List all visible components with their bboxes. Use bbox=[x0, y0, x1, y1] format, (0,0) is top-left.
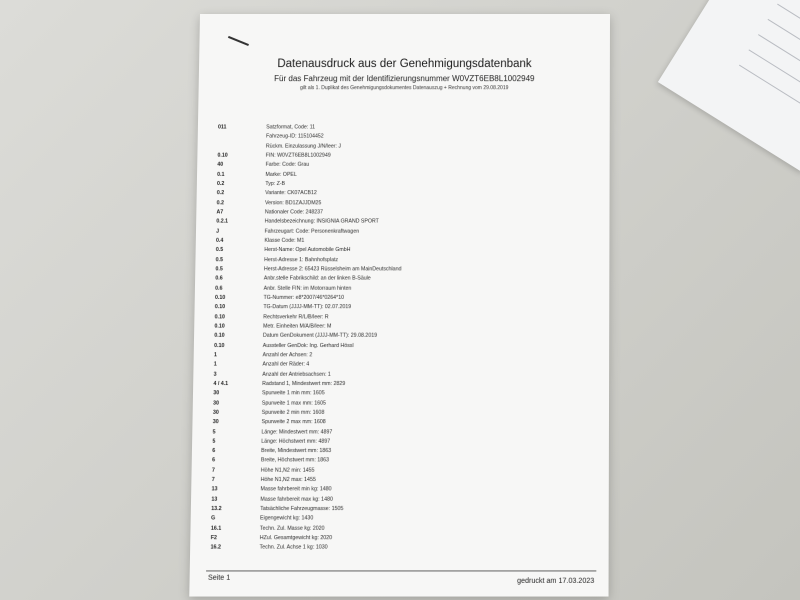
data-row bbox=[214, 370, 599, 380]
data-row bbox=[217, 199, 600, 208]
field-code: 0.2 bbox=[216, 180, 225, 188]
data-row bbox=[214, 322, 599, 332]
page-number: Seite 1 bbox=[207, 574, 231, 582]
field-label: Eigengewicht kg: 1430 bbox=[259, 515, 314, 522]
field-label: Marke: OPEL bbox=[265, 171, 297, 178]
field-label: Herst-Name: Opel Automobile GmbH bbox=[264, 247, 351, 254]
field-code: 0.6 bbox=[215, 285, 223, 292]
field-label: Anbr. Stelle FIN: im Motorraum hinten bbox=[263, 285, 352, 292]
field-code: 0.10 bbox=[214, 332, 225, 340]
field-code: J bbox=[216, 228, 220, 235]
field-code: 13 bbox=[211, 496, 218, 503]
field-label: Satzformat, Code: 11 bbox=[266, 124, 316, 131]
ruled-line bbox=[777, 4, 800, 47]
data-row bbox=[213, 380, 599, 390]
data-row bbox=[215, 265, 599, 275]
field-code: 13 bbox=[211, 486, 218, 493]
data-row bbox=[212, 447, 599, 457]
ruled-line bbox=[768, 19, 800, 62]
field-code: 3 bbox=[213, 371, 217, 378]
field-code: 1 bbox=[213, 352, 217, 359]
field-label: Spurweite 1 min mm: 1605 bbox=[261, 390, 325, 397]
field-label: FIN: W0VZT6EB8L1002949 bbox=[265, 152, 331, 159]
data-row bbox=[211, 524, 599, 534]
field-label: Aussteller GenDok: Ing. Gerhard Hössl bbox=[262, 342, 354, 349]
data-row bbox=[211, 495, 598, 505]
field-code: 0.6 bbox=[215, 275, 223, 282]
data-row bbox=[212, 437, 598, 447]
field-code: 0.10 bbox=[214, 313, 225, 320]
field-label: Klasse Code: M1 bbox=[264, 237, 305, 244]
field-label: Spurweite 2 min mm: 1608 bbox=[261, 409, 325, 416]
field-code: 30 bbox=[212, 419, 219, 426]
data-row bbox=[217, 180, 600, 189]
data-rows bbox=[210, 123, 599, 553]
data-row bbox=[215, 284, 599, 294]
field-code: 0.1 bbox=[217, 171, 225, 178]
data-row bbox=[217, 152, 599, 161]
field-code: 0.10 bbox=[214, 304, 226, 311]
field-code: A7 bbox=[216, 209, 224, 216]
data-row bbox=[216, 218, 599, 227]
data-row bbox=[217, 189, 600, 198]
field-label: Herst-Adresse 1: Bahnhofsplatz bbox=[264, 256, 339, 263]
field-label: TG-Datum (JJJJ-MM-TT): 02.07.2019 bbox=[263, 304, 352, 311]
document-subtitle: Für das Fahrzeug mit der Identifizierungsnummer W0VZT6EB8L1002949 bbox=[274, 74, 535, 84]
data-row bbox=[215, 303, 599, 313]
field-label: Techn. Zul. Masse kg: 2020 bbox=[259, 525, 325, 532]
data-row bbox=[211, 515, 599, 525]
field-label: Metr. Einheiten M/A/B/leer: M bbox=[263, 323, 332, 330]
field-code: 16.2 bbox=[210, 544, 221, 552]
field-code: 16.1 bbox=[210, 525, 222, 532]
field-label: Farbe: Code: Grau bbox=[265, 162, 310, 169]
field-label: Höhe N1,N2 max: 1455 bbox=[260, 477, 316, 484]
field-code: 6 bbox=[212, 448, 216, 455]
field-label: Masse fahrbereit min kg: 1480 bbox=[260, 486, 332, 493]
field-code: 0.10 bbox=[214, 294, 226, 301]
field-label: Länge: Mindestwert mm: 4897 bbox=[261, 428, 333, 436]
data-row bbox=[213, 409, 599, 419]
field-label: Variante: CK07ACB12 bbox=[265, 190, 317, 197]
ruled-line bbox=[739, 65, 800, 108]
field-code: 7 bbox=[211, 467, 215, 474]
field-label: Rechtsverkehr R/L/B/leer: R bbox=[263, 313, 329, 320]
field-label: TG-Nummer: e8*2007/46*0264*10 bbox=[263, 294, 345, 301]
field-code: 40 bbox=[217, 162, 224, 169]
data-row bbox=[211, 505, 598, 515]
field-label: Radstand 1, Mindestwert mm: 2829 bbox=[262, 380, 346, 387]
print-date: gedruckt am 17.03.2023 bbox=[517, 577, 595, 586]
field-code: 0.5 bbox=[215, 256, 224, 263]
data-row bbox=[213, 418, 599, 428]
field-label: Datum GenDokument (JJJJ-MM-TT): 29.08.2019 bbox=[262, 332, 378, 340]
field-label: Typ: Z-B bbox=[265, 180, 286, 188]
data-row bbox=[212, 486, 599, 496]
ruled-line bbox=[758, 34, 800, 77]
data-row bbox=[217, 161, 599, 170]
data-row bbox=[213, 389, 599, 399]
data-row bbox=[213, 399, 599, 409]
field-code: 5 bbox=[212, 438, 216, 445]
field-label: Herst-Adresse 2: 65423 Rüsselsheim am MainDeutschland bbox=[263, 266, 402, 273]
data-row bbox=[216, 208, 599, 217]
field-code: 0.5 bbox=[215, 247, 224, 254]
field-code: 011 bbox=[217, 124, 227, 131]
field-label: Tatsächliche Fahrzeugmasse: 1505 bbox=[260, 506, 344, 513]
field-code: 0.10 bbox=[214, 323, 225, 330]
field-code: 0.10 bbox=[214, 342, 225, 349]
data-row bbox=[213, 428, 599, 438]
field-label: Fahrzeugart: Code: Personenkraftwagen bbox=[264, 228, 360, 235]
field-label: Techn. Zul. Achse 1 kg: 1030 bbox=[259, 544, 328, 552]
data-row bbox=[218, 133, 600, 142]
field-label: Breite, Höchstwert mm: 1863 bbox=[260, 457, 330, 464]
field-label: Anzahl der Antriebsachsen: 1 bbox=[262, 371, 331, 378]
field-code: F2 bbox=[210, 535, 217, 542]
data-row bbox=[216, 227, 599, 236]
data-row bbox=[214, 341, 599, 351]
field-label: Rückm. Einzulassung J/N/leer: J bbox=[265, 143, 342, 150]
field-label: Länge: Höchstwert mm: 4897 bbox=[261, 438, 331, 445]
duplicate-note: gilt als 1. Duplikat des Genehmigungsdokumentes Datenauszug + Rechnung vom 29.08.2019 bbox=[299, 85, 509, 92]
field-code: 6 bbox=[212, 457, 216, 464]
data-row bbox=[210, 544, 598, 554]
field-label: Breite, Mindestwert mm: 1863 bbox=[261, 448, 332, 455]
field-label: Anzahl der Achsen: 2 bbox=[262, 352, 313, 359]
field-code: 1 bbox=[213, 361, 217, 368]
field-code: 0.2 bbox=[216, 199, 224, 206]
field-code: 0.5 bbox=[215, 266, 223, 273]
field-code: 5 bbox=[212, 428, 216, 436]
footer-divider bbox=[206, 570, 596, 571]
field-label: Masse fahrbereit max kg: 1480 bbox=[260, 496, 333, 503]
data-row bbox=[212, 457, 599, 467]
field-code: 0.4 bbox=[215, 237, 224, 244]
data-row bbox=[218, 123, 600, 132]
field-label: Version: BD1ZAJJDM25 bbox=[264, 199, 322, 206]
data-row bbox=[215, 294, 599, 304]
data-row bbox=[215, 313, 600, 323]
data-row bbox=[211, 534, 599, 544]
field-code: 30 bbox=[213, 390, 220, 397]
data-row bbox=[215, 275, 599, 285]
field-label: Anzahl der Räder: 4 bbox=[262, 361, 310, 368]
field-code: 0.2 bbox=[216, 190, 225, 197]
pen-mark bbox=[228, 36, 249, 46]
field-label: HZul. Gesamtgewicht kg: 2020 bbox=[259, 535, 333, 542]
field-code: 30 bbox=[213, 399, 220, 407]
field-code: 4 / 4.1 bbox=[213, 380, 229, 387]
data-row bbox=[216, 256, 600, 266]
data-row bbox=[217, 170, 599, 179]
data-row bbox=[212, 476, 599, 486]
document-sheet bbox=[189, 14, 610, 597]
data-row bbox=[214, 332, 599, 342]
field-code: 13.2 bbox=[211, 506, 222, 513]
field-label: Fahrzeug-ID: 115104452 bbox=[266, 133, 324, 140]
field-code: 0.2.1 bbox=[216, 218, 229, 225]
field-code: 7 bbox=[211, 477, 215, 484]
field-code: 30 bbox=[212, 409, 219, 416]
field-label: Spurweite 2 max mm: 1608 bbox=[261, 419, 326, 426]
field-label: Höhe N1,N2 min: 1455 bbox=[260, 467, 315, 474]
field-label: Spurweite 1 max mm: 1605 bbox=[261, 399, 327, 407]
field-label: Anbr.stelle Fabrikschild: an der linken B-Säule bbox=[263, 275, 371, 282]
field-label: Nationaler Code: 248237 bbox=[264, 209, 324, 216]
field-label: Handelsbezeichnung: INSIGNIA GRAND SPORT bbox=[264, 218, 379, 225]
data-row bbox=[216, 246, 600, 255]
field-code: 0.10 bbox=[217, 152, 228, 159]
data-row bbox=[212, 466, 599, 476]
data-row bbox=[218, 142, 600, 151]
data-row bbox=[216, 237, 599, 246]
document-title: Datenausdruck aus der Genehmigungsdatenbank bbox=[277, 58, 532, 71]
field-code: G bbox=[211, 515, 216, 522]
data-row bbox=[214, 361, 599, 371]
data-row bbox=[214, 351, 599, 361]
